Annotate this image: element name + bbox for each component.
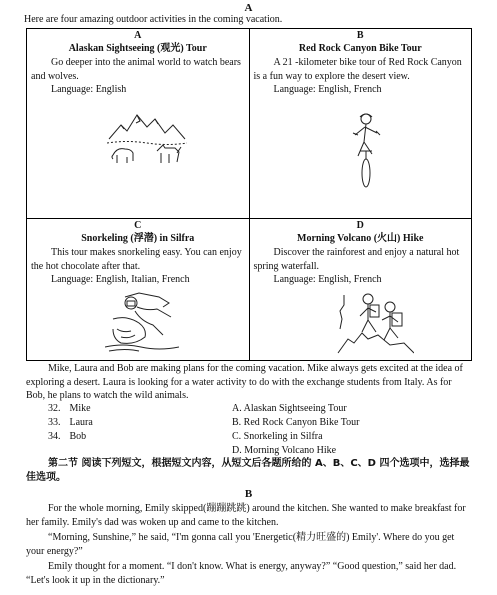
question-34	[48, 430, 86, 443]
b-paragraph-text: Emily thought for a moment. “I don't know. What is energy, anyway?” “Good question,” said her dad. “Let's look it up in the dictionary.”	[26, 561, 457, 586]
b-paragraph-2	[26, 531, 472, 558]
activity-description: A 21 -kilometer bike tour of Red Rock Canyon is a fun way to explore the desert view.	[253, 57, 462, 82]
cell-letter: B	[356, 30, 364, 41]
cyclist-illustration	[346, 111, 386, 189]
hikers-illustration	[334, 289, 414, 359]
question-33	[48, 416, 93, 429]
b-paragraph-3	[26, 560, 472, 587]
question-name: Mike	[69, 403, 91, 414]
question-number: 32.	[48, 403, 61, 414]
activity-title: Snorkeling (浮潜) in Silfra	[81, 233, 195, 244]
section-2-heading	[26, 457, 472, 485]
b-paragraph-text: “Morning, Sunshine,” he said, “I'm gonna call you 'Energetic(精力旺盛的) Emily'. Where do you get your energy?”	[26, 532, 455, 557]
question-name: Bob	[69, 431, 87, 442]
section-2-heading-text: 第二节 阅读下列短文，根据短文内容，从短文后各题所给的 A、B、C、D 四个选项中，选择最佳选项。	[26, 458, 470, 483]
activity-title: Morning Volcano (火山) Hike	[297, 233, 424, 244]
activity-description: Discover the rainforest and enjoy a natural hot spring waterfall.	[253, 247, 460, 272]
b-paragraph-1	[26, 502, 472, 529]
activity-cell-b	[249, 29, 472, 219]
cell-letter: A	[134, 30, 142, 41]
question-name: Laura	[69, 417, 93, 428]
activity-description: This tour makes snorkeling easy. You can enjoy the hot chocolate after that.	[31, 247, 242, 272]
activity-language: Language: English, French	[273, 274, 382, 285]
option-a: A. Alaskan Sightseeing Tour	[232, 403, 347, 414]
option-b: B. Red Rock Canyon Bike Tour	[232, 417, 360, 428]
option-c: C. Snorkeling in Silfra	[232, 431, 323, 442]
section-a-letter: A	[244, 2, 253, 14]
b-paragraph-text: For the whole morning, Emily skipped(蹦蹦跳跳) around the kitchen. She wanted to make breakfast for her family. Emily's dad was woken up and came to the kitchen.	[26, 503, 466, 528]
activity-cell-d	[249, 219, 472, 361]
passage-text: Mike, Laura and Bob are making plans for the coming vacation. Mike always gets excited at the idea of exploring a desert. Laura is looking for a water activity to do with the exchange students from Italy. As for Bob, he plans to watch the wild animals.	[26, 363, 463, 401]
activity-title: Red Rock Canyon Bike Tour	[298, 43, 422, 54]
activity-language: Language: English	[51, 84, 127, 95]
intro-text: Here are four amazing outdoor activities in the coming vacation.	[24, 14, 283, 25]
activity-cell-a	[27, 29, 250, 219]
option-d: D. Morning Volcano Hike	[232, 445, 337, 456]
activity-description: Go deeper into the animal world to watch bears and wolves.	[31, 57, 241, 82]
question-number: 33.	[48, 417, 61, 428]
passage-paragraph	[26, 362, 472, 403]
activities-table	[26, 28, 472, 361]
activity-language: Language: English, Italian, French	[51, 274, 190, 285]
activity-language: Language: English, French	[273, 84, 382, 95]
section-b-letter: B	[244, 488, 253, 500]
activity-cell-c	[27, 219, 250, 361]
activity-title: Alaskan Sightseeing (观光) Tour	[68, 43, 207, 54]
cell-letter: C	[134, 220, 142, 231]
mountains-bear-wolf-illustration	[107, 107, 187, 169]
cell-letter: D	[356, 220, 364, 231]
question-32	[48, 402, 91, 415]
question-number: 34.	[48, 431, 61, 442]
snorkeler-illustration	[105, 289, 179, 355]
